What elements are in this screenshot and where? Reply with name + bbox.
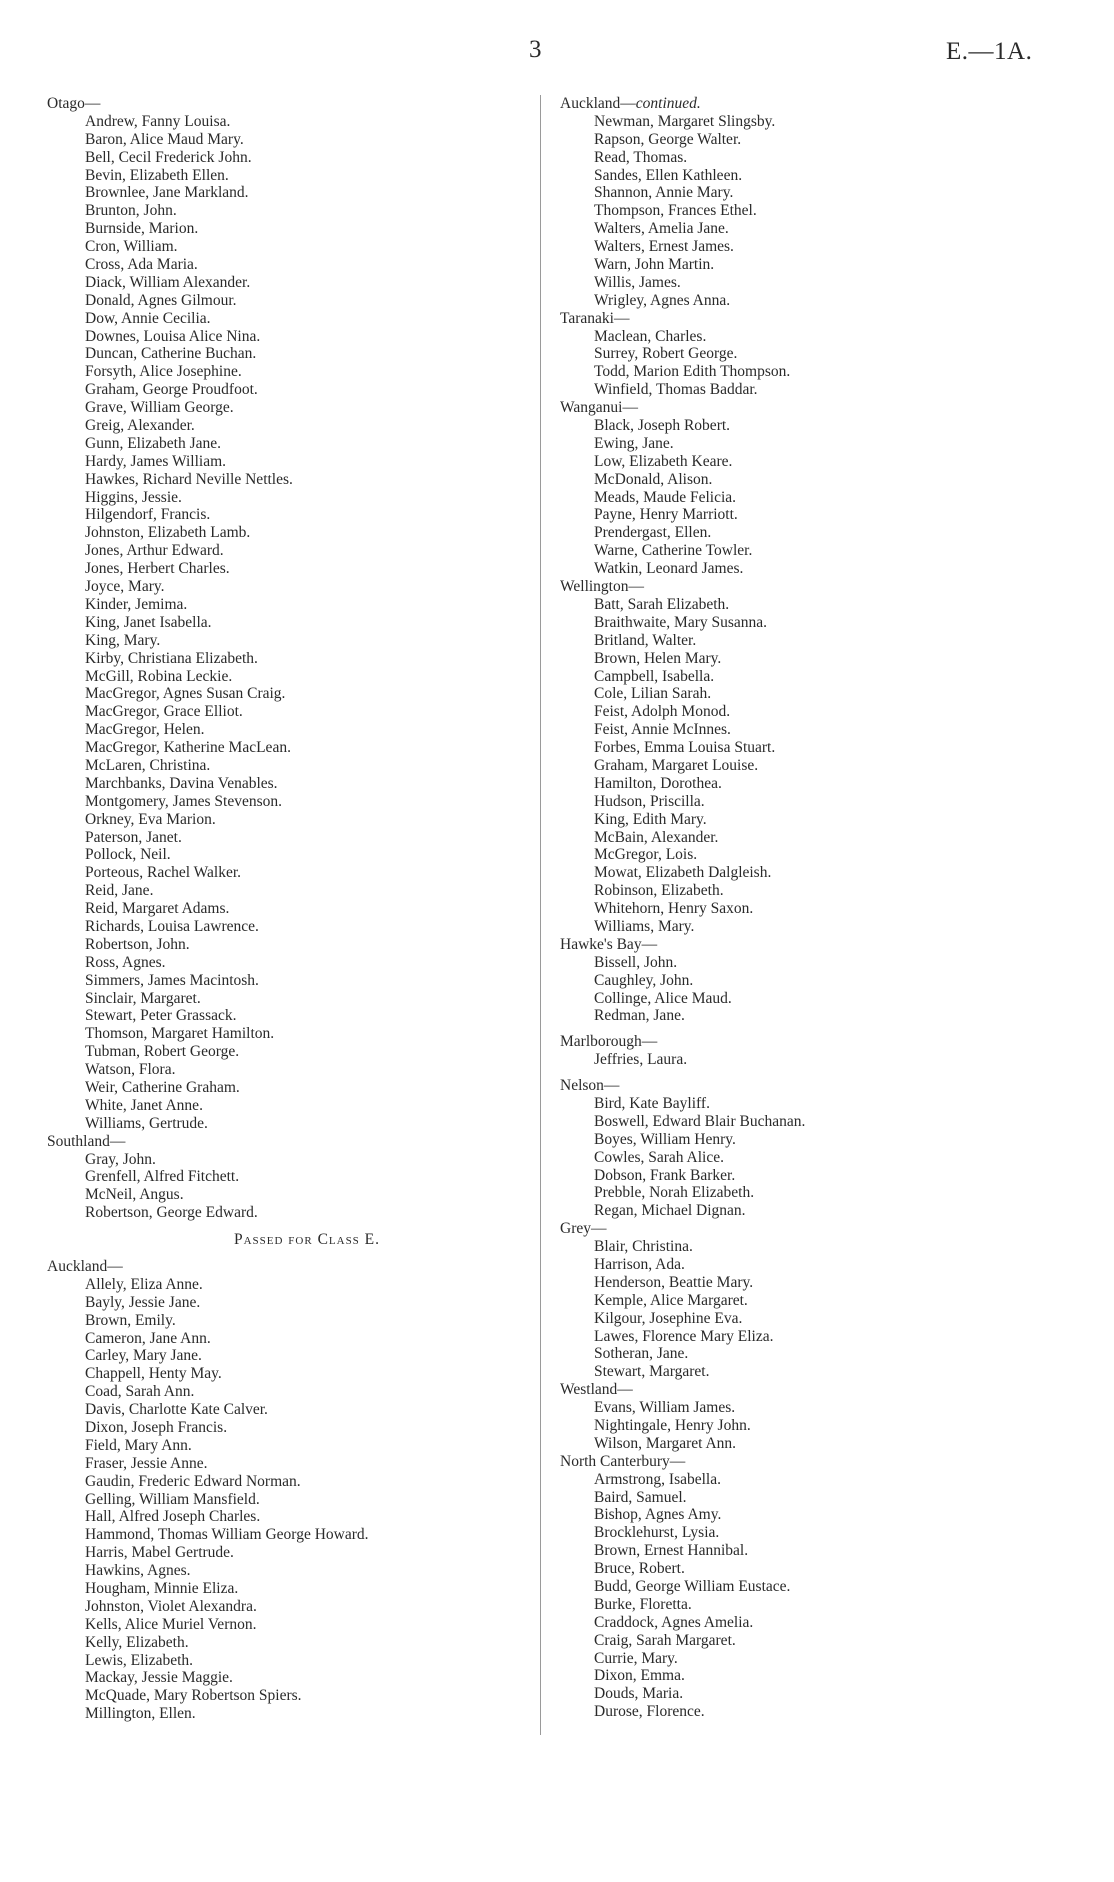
- name-entry: Kilgour, Josephine Eva.: [594, 1309, 743, 1327]
- name-entry: Watkin, Leonard James.: [594, 560, 744, 578]
- name-entry: Winfield, Thomas Baddar.: [594, 381, 758, 399]
- name-entry: King, Edith Mary.: [594, 810, 707, 828]
- name-entry: Pollock, Neil.: [85, 846, 171, 864]
- name-entry: King, Mary.: [85, 631, 161, 649]
- name-entry: Ross, Agnes.: [85, 953, 166, 971]
- name-entry: Carley, Mary Jane.: [85, 1347, 202, 1365]
- name-entry: Harrison, Ada.: [594, 1256, 685, 1273]
- name-entry: Grave, William George.: [85, 399, 234, 417]
- name-entry: Stewart, Peter Grassack.: [85, 1007, 237, 1025]
- name-entry: Boswell, Edward Blair Buchanan.: [594, 1112, 806, 1130]
- name-entry: McGregor, Lois.: [594, 846, 698, 864]
- region-label: Southland—: [47, 1132, 126, 1150]
- name-entry: Boyes, William Henry.: [594, 1130, 736, 1148]
- name-entry: Feist, Adolph Monod.: [594, 703, 731, 721]
- name-entry: Marchbanks, Davina Venables.: [85, 774, 278, 792]
- name-entry: Kinder, Jemima.: [85, 595, 188, 613]
- region-label: Auckland—: [47, 1258, 123, 1275]
- name-entry: Mackay, Jessie Maggie.: [85, 1669, 233, 1687]
- name-entry: Weir, Catherine Graham.: [85, 1078, 240, 1096]
- name-entry: Chappell, Henty May.: [85, 1365, 222, 1383]
- name-entry: Williams, Gertrude.: [85, 1114, 208, 1132]
- name-entry: MacGregor, Helen.: [85, 721, 205, 739]
- name-entry: Craig, Sarah Margaret.: [594, 1631, 736, 1649]
- section-gap: [560, 1069, 1100, 1077]
- region-label: Westland—: [560, 1381, 633, 1399]
- name-entry: Orkney, Eva Marion.: [85, 810, 216, 828]
- name-entry: Rapson, George Walter.: [594, 130, 742, 148]
- name-entry: Forbes, Emma Louisa Stuart.: [594, 739, 776, 757]
- name-entry: Shannon, Annie Mary.: [594, 184, 734, 202]
- region-heading: [47, 95, 537, 113]
- name-entry: Paterson, Janet.: [85, 828, 182, 846]
- name-entry: Gelling, William Mansfield.: [85, 1490, 260, 1508]
- name-entry: Meads, Maude Felicia.: [594, 488, 737, 506]
- name-entry: Cron, William.: [85, 238, 178, 256]
- name-entry: Cowles, Sarah Alice.: [594, 1148, 725, 1166]
- name-entry: Surrey, Robert George.: [594, 345, 738, 363]
- name-entry: Redman, Jane.: [594, 1007, 685, 1025]
- name-entry: MacGregor, Katherine MacLean.: [85, 739, 291, 757]
- name-entry: Higgins, Jessie.: [85, 488, 182, 506]
- name-entry: Braithwaite, Mary Susanna.: [594, 613, 768, 631]
- name-entry: Prendergast, Ellen.: [594, 524, 712, 542]
- name-entry: Jones, Herbert Charles.: [85, 560, 230, 578]
- name-entry: McDonald, Alison.: [594, 470, 713, 488]
- name-entry: Cameron, Jane Ann.: [85, 1329, 211, 1347]
- name-entry: Douds, Maria.: [594, 1685, 684, 1703]
- name-entry: Evans, William James.: [594, 1399, 736, 1417]
- name-entry: Sotheran, Jane.: [594, 1345, 689, 1363]
- name-entry: Andrew, Fanny Louisa.: [85, 112, 231, 130]
- name-entry: Allely, Eliza Anne.: [85, 1275, 203, 1293]
- name-entry: Hilgendorf, Francis.: [85, 506, 211, 524]
- name-entry: Jeffries, Laura.: [594, 1051, 688, 1069]
- name-entry: Bird, Kate Bayliff.: [594, 1094, 710, 1112]
- region-label: North Canterbury—: [560, 1452, 686, 1470]
- name-entry: Henderson, Beattie Mary.: [594, 1273, 754, 1291]
- name-entry: Brown, Helen Mary.: [594, 649, 722, 667]
- name-entry: Newman, Margaret Slingsby.: [594, 112, 776, 130]
- name-entry: Dixon, Emma.: [594, 1667, 685, 1685]
- region-heading: [560, 1453, 1100, 1471]
- region-heading: [560, 1381, 1100, 1399]
- name-entry: Todd, Marion Edith Thompson.: [594, 363, 791, 381]
- name-entry: Bevin, Elizabeth Ellen.: [85, 166, 229, 184]
- name-entry: Hudson, Priscilla.: [594, 792, 705, 810]
- name-entry: Walters, Amelia Jane.: [594, 220, 729, 238]
- name-entry: Mowat, Elizabeth Dalgleish.: [594, 864, 772, 882]
- name-entry: Bruce, Robert.: [594, 1560, 685, 1578]
- name-entry: King, Janet Isabella.: [85, 613, 212, 631]
- name-entry: Currie, Mary.: [594, 1649, 678, 1667]
- name-entry: McNeil, Angus.: [85, 1186, 184, 1204]
- region-label: Nelson—: [560, 1077, 620, 1095]
- name-entry: Brownlee, Jane Markland.: [85, 184, 249, 202]
- name-entry: Simmers, James Macintosh.: [85, 971, 259, 989]
- name-entry: Watson, Flora.: [85, 1061, 176, 1079]
- name-entry: McQuade, Mary Robertson Spiers.: [85, 1687, 302, 1705]
- name-entry: Kelly, Elizabeth.: [85, 1633, 189, 1651]
- name-entry: Williams, Mary.: [594, 917, 695, 935]
- name-entry: Baron, Alice Maud Mary.: [85, 130, 244, 148]
- name-entry: Wrigley, Agnes Anna.: [594, 291, 731, 309]
- name-entry: Johnston, Violet Alexandra.: [85, 1597, 257, 1615]
- name-entry: Millington, Ellen.: [85, 1705, 196, 1723]
- name-entry: Read, Thomas.: [594, 148, 688, 166]
- name-entry: Joyce, Mary.: [85, 578, 165, 596]
- region-heading: [560, 95, 1100, 113]
- name-entry: Richards, Louisa Lawrence.: [85, 917, 259, 935]
- name-entry: Robinson, Elizabeth.: [594, 882, 724, 900]
- name-entry: Batt, Sarah Elizabeth.: [594, 595, 730, 613]
- right-column-lists: [560, 95, 1100, 1721]
- page-number: 3: [529, 36, 542, 63]
- name-entry: Lawes, Florence Mary Eliza.: [594, 1327, 774, 1345]
- name-entry: Low, Elizabeth Keare.: [594, 452, 733, 470]
- name-entry: Greig, Alexander.: [85, 417, 195, 435]
- region-heading: [47, 1133, 537, 1151]
- name-entry: McLaren, Christina.: [85, 756, 211, 774]
- name-entry: Forsyth, Alice Josephine.: [85, 363, 242, 381]
- name-entry: Kells, Alice Muriel Vernon.: [85, 1615, 257, 1633]
- name-entry: Hamilton, Dorothea.: [594, 774, 722, 792]
- name-entry: Caughley, John.: [594, 971, 694, 989]
- region-heading: [560, 936, 1100, 954]
- name-entry: Hawkins, Agnes.: [85, 1562, 191, 1580]
- name-entry: Campbell, Isabella.: [594, 667, 715, 685]
- name-entry: Baird, Samuel.: [594, 1488, 687, 1506]
- name-entry: Regan, Michael Dignan.: [594, 1202, 746, 1220]
- name-entry: Reid, Jane.: [85, 882, 154, 900]
- name-entry: Brown, Ernest Hannibal.: [594, 1542, 749, 1560]
- name-entry: Blair, Christina.: [594, 1238, 693, 1256]
- name-entry: MacGregor, Agnes Susan Craig.: [85, 685, 286, 703]
- name-entry: Bissell, John.: [594, 953, 678, 971]
- region-label: Auckland—: [560, 95, 636, 112]
- name-entry: Ewing, Jane.: [594, 434, 674, 452]
- name-entry: Robertson, John.: [85, 935, 190, 953]
- name-entry: Nightingale, Henry John.: [594, 1417, 751, 1435]
- name-entry: Payne, Henry Marriott.: [594, 506, 738, 524]
- column-divider: [540, 95, 541, 1735]
- region-heading: [47, 1258, 537, 1276]
- name-entry: Gunn, Elizabeth Jane.: [85, 434, 222, 452]
- name-entry: Jones, Arthur Edward.: [85, 542, 224, 560]
- name-entry: Brocklehurst, Lysia.: [594, 1524, 720, 1542]
- region-label: Hawke's Bay—: [560, 935, 658, 953]
- name-entry: Whitehorn, Henry Saxon.: [594, 900, 754, 918]
- name-entry: Cole, Lilian Sarah.: [594, 685, 712, 703]
- name-entry: Maclean, Charles.: [594, 327, 707, 345]
- region-heading: [560, 310, 1100, 328]
- name-entry: Gaudin, Frederic Edward Norman.: [85, 1472, 301, 1490]
- right-column: [560, 95, 1100, 1721]
- region-label: Otago—: [47, 95, 101, 112]
- name-entry: Reid, Margaret Adams.: [85, 900, 230, 918]
- name-entry: Bell, Cecil Frederick John.: [85, 148, 252, 166]
- name-entry: Johnston, Elizabeth Lamb.: [85, 524, 251, 542]
- left-column-class-d-lists: [47, 95, 537, 1222]
- name-entry: Hall, Alfred Joseph Charles.: [85, 1508, 261, 1526]
- name-entry: Craddock, Agnes Amelia.: [594, 1613, 754, 1631]
- region-heading: [560, 1220, 1100, 1238]
- name-entry: Bayly, Jessie Jane.: [85, 1293, 201, 1311]
- name-entry: Warne, Catherine Towler.: [594, 542, 753, 560]
- name-entry: Feist, Annie McInnes.: [594, 721, 731, 739]
- name-entry: Budd, George William Eustace.: [594, 1578, 791, 1596]
- name-entry: Walters, Ernest James.: [594, 238, 734, 256]
- name-entry: Collinge, Alice Maud.: [594, 989, 732, 1007]
- region-heading: [560, 1077, 1100, 1095]
- left-column-class-e-lists: [47, 1258, 537, 1723]
- class-e-heading: Passed for Class E.: [233, 1231, 381, 1249]
- name-entry: Coad, Sarah Ann.: [85, 1383, 195, 1401]
- region-heading: [560, 578, 1100, 596]
- name-entry: McBain, Alexander.: [594, 828, 719, 846]
- name-entry: Davis, Charlotte Kate Calver.: [85, 1401, 268, 1419]
- region-label: Grey—: [560, 1220, 607, 1238]
- name-entry: Lewis, Elizabeth.: [85, 1651, 194, 1669]
- name-entry: White, Janet Anne.: [85, 1096, 203, 1114]
- name-entry: Tubman, Robert George.: [85, 1043, 240, 1061]
- name-entry: Hougham, Minnie Eliza.: [85, 1580, 239, 1598]
- name-entry: Thompson, Frances Ethel.: [594, 202, 757, 220]
- name-entry: Armstrong, Isabella.: [594, 1470, 721, 1488]
- name-entry: Brown, Emily.: [85, 1311, 176, 1329]
- name-entry: McGill, Robina Leckie.: [85, 667, 233, 685]
- document-reference: E.—1A.: [946, 38, 1033, 65]
- name-entry: Dixon, Joseph Francis.: [85, 1419, 228, 1437]
- name-entry: Montgomery, James Stevenson.: [85, 792, 283, 810]
- name-entry: Donald, Agnes Gilmour.: [85, 291, 237, 309]
- left-column: [47, 95, 537, 1723]
- name-entry: Prebble, Norah Elizabeth.: [594, 1184, 755, 1202]
- name-entry: Burke, Floretta.: [594, 1595, 692, 1613]
- name-entry: Gray, John.: [85, 1150, 156, 1168]
- name-entry: Brunton, John.: [85, 202, 177, 220]
- name-entry: Willis, James.: [594, 273, 681, 291]
- name-entry: Fraser, Jessie Anne.: [85, 1454, 208, 1472]
- region-label: Taranaki—: [560, 309, 630, 327]
- region-heading: [560, 1033, 1100, 1051]
- region-label: Wellington—: [560, 578, 644, 596]
- name-entry: Warn, John Martin.: [594, 256, 715, 274]
- region-label: Marlborough—: [560, 1033, 658, 1051]
- section-gap: [560, 1025, 1100, 1033]
- name-entry: Thomson, Margaret Hamilton.: [85, 1025, 275, 1043]
- name-entry: Black, Joseph Robert.: [594, 417, 731, 435]
- name-entry: Downes, Louisa Alice Nina.: [85, 327, 261, 345]
- name-entry: Grenfell, Alfred Fitchett.: [85, 1168, 240, 1186]
- name-entry: Dobson, Frank Barker.: [594, 1166, 736, 1184]
- name-entry: Robertson, George Edward.: [85, 1204, 258, 1222]
- name-entry: Hawkes, Richard Neville Nettles.: [85, 470, 293, 488]
- name-entry: Hammond, Thomas William George Howard.: [85, 1526, 369, 1544]
- continued-label: continued.: [635, 95, 701, 112]
- region-label: Wanganui—: [560, 399, 638, 417]
- name-entry: Duncan, Catherine Buchan.: [85, 345, 257, 363]
- name-entry: Graham, George Proudfoot.: [85, 381, 258, 399]
- name-entry: Britland, Walter.: [594, 631, 697, 649]
- name-entry: Diack, William Alexander.: [85, 273, 251, 291]
- name-entry: Kirby, Christiana Elizabeth.: [85, 649, 258, 667]
- name-entry: Field, Mary Ann.: [85, 1436, 192, 1454]
- name-entry: Sandes, Ellen Kathleen.: [594, 166, 743, 184]
- name-entry: Cross, Ada Maria.: [85, 256, 198, 274]
- name-entry: Stewart, Margaret.: [594, 1363, 710, 1381]
- name-entry: Graham, Margaret Louise.: [594, 756, 759, 774]
- region-heading: [560, 399, 1100, 417]
- name-entry: Porteous, Rachel Walker.: [85, 864, 242, 882]
- name-entry: Sinclair, Margaret.: [85, 989, 201, 1007]
- name-entry: Dow, Annie Cecilia.: [85, 309, 211, 327]
- name-entry: Wilson, Margaret Ann.: [594, 1434, 737, 1452]
- name-entry: Kemple, Alice Margaret.: [594, 1291, 748, 1309]
- name-entry: Bishop, Agnes Amy.: [594, 1506, 722, 1524]
- name-entry: Hardy, James William.: [85, 452, 226, 470]
- name-entry: Harris, Mabel Gertrude.: [85, 1544, 234, 1562]
- name-entry: Durose, Florence.: [594, 1703, 705, 1721]
- name-entry: Burnside, Marion.: [85, 220, 199, 238]
- name-entry: MacGregor, Grace Elliot.: [85, 703, 243, 721]
